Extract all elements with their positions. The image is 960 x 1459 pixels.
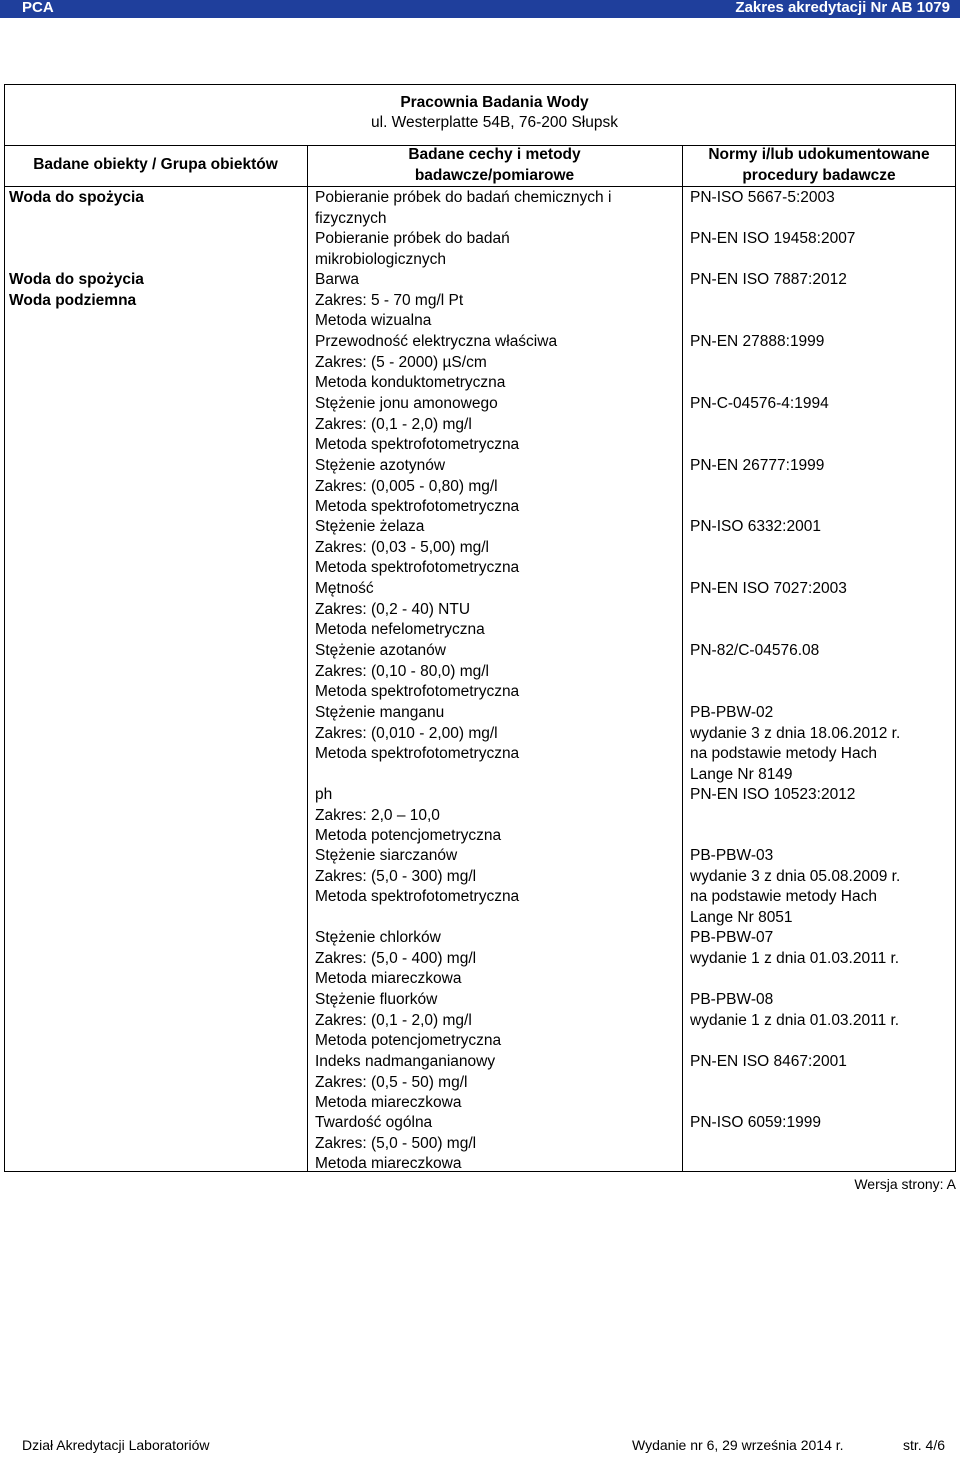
norm-line: PB-PBW-03 bbox=[690, 847, 774, 864]
column-header-norms-line2: procedury badawcze bbox=[742, 167, 896, 184]
method-line: Metoda spektrofotometryczna bbox=[315, 683, 520, 701]
header-left: PCA bbox=[22, 0, 54, 16]
header-right: Zakres akredytacji Nr AB 1079 bbox=[735, 0, 950, 16]
method-line: Zakres: (0,010 - 2,00) mg/l bbox=[315, 724, 498, 742]
method-line: Stężenie azotynów bbox=[315, 457, 446, 474]
norm-line: PN-EN ISO 7887:2012 bbox=[690, 271, 847, 288]
method-line: Metoda spektrofotometryczna bbox=[315, 745, 520, 763]
norm-line: PN-EN 26777:1999 bbox=[690, 457, 825, 474]
object-group-1: Woda do spożycia bbox=[9, 189, 144, 206]
column-header-objects: Badane obiekty / Grupa obiektów bbox=[33, 156, 278, 173]
column-header-norms-line1: Normy i/lub udokumentowane bbox=[708, 146, 930, 163]
norm-line: PN-EN ISO 7027:2003 bbox=[690, 580, 847, 597]
method-line: Zakres: (0,2 - 40) NTU bbox=[315, 600, 471, 618]
method-line: Pobieranie próbek do badań chemicznych i bbox=[315, 189, 612, 206]
method-line: Metoda nefelometryczna bbox=[315, 621, 485, 639]
method-line: Zakres: (0,005 - 0,80) mg/l bbox=[315, 477, 498, 495]
method-line: mikrobiologicznych bbox=[315, 250, 446, 268]
norm-line: na podstawie metody Hach bbox=[690, 888, 877, 906]
method-line: Metoda spektrofotometryczna bbox=[315, 888, 520, 906]
footer-left: Dział Akredytacji Laboratoriów bbox=[22, 1437, 210, 1453]
method-line: Zakres: (0,1 - 2,0) mg/l bbox=[315, 415, 472, 433]
method-line: Indeks nadmanganianowy bbox=[315, 1053, 496, 1070]
norm-line: PN-ISO 6059:1999 bbox=[690, 1114, 821, 1131]
object-group-2-line2: Woda podziemna bbox=[9, 292, 137, 309]
method-line: ph bbox=[315, 786, 333, 803]
method-line: Zakres: 2,0 – 10,0 bbox=[315, 806, 440, 824]
method-line: Metoda miareczkowa bbox=[315, 1155, 462, 1173]
norm-line: wydanie 1 z dnia 01.03.2011 r. bbox=[690, 949, 900, 967]
method-line: Metoda miareczkowa bbox=[315, 1094, 462, 1112]
norm-line: PN-EN ISO 8467:2001 bbox=[690, 1053, 847, 1070]
method-line: Metoda miareczkowa bbox=[315, 970, 462, 988]
norm-line: PB-PBW-08 bbox=[690, 991, 774, 1008]
method-line: Twardość ogólna bbox=[315, 1114, 433, 1131]
norm-line: PB-PBW-07 bbox=[690, 929, 774, 946]
column-divider-1 bbox=[307, 145, 308, 1172]
method-line: Metoda potencjometryczna bbox=[315, 827, 502, 845]
norm-line: Lange Nr 8051 bbox=[690, 908, 793, 926]
method-line: Zakres: (5,0 - 300) mg/l bbox=[315, 867, 477, 885]
footer-center: Wydanie nr 6, 29 września 2014 r. bbox=[632, 1437, 844, 1453]
method-line: Stężenie chlorków bbox=[315, 929, 441, 946]
method-line: Stężenie siarczanów bbox=[315, 847, 458, 864]
method-line: Metoda potencjometryczna bbox=[315, 1032, 502, 1050]
method-line: Zakres: 5 - 70 mg/l Pt bbox=[315, 291, 464, 309]
norm-line: wydanie 3 z dnia 05.08.2009 r. bbox=[690, 867, 901, 885]
method-line: Stężenie fluorków bbox=[315, 991, 438, 1008]
method-line: Zakres: (5 - 2000) µS/cm bbox=[315, 353, 487, 371]
method-line: Metoda spektrofotometryczna bbox=[315, 559, 520, 577]
norm-line: PN-ISO 5667-5:2003 bbox=[690, 189, 835, 206]
norm-line: wydanie 1 z dnia 01.03.2011 r. bbox=[690, 1011, 900, 1029]
method-line: Metoda konduktometryczna bbox=[315, 374, 506, 392]
method-line: Stężenie azotanów bbox=[315, 642, 446, 659]
footer-right: str. 4/6 bbox=[903, 1437, 946, 1453]
column-divider-2 bbox=[682, 145, 683, 1172]
column-header-methods-line1: Badane cechy i metody bbox=[408, 146, 581, 163]
norm-line: PN-EN 27888:1999 bbox=[690, 333, 825, 350]
method-line: Stężenie jonu amonowego bbox=[315, 395, 498, 412]
method-line: Zakres: (5,0 - 500) mg/l bbox=[315, 1134, 477, 1152]
method-line: Mętność bbox=[315, 580, 374, 597]
norm-line: Lange Nr 8149 bbox=[690, 765, 793, 783]
norm-line: na podstawie metody Hach bbox=[690, 745, 877, 763]
norm-line: wydanie 3 z dnia 18.06.2012 r. bbox=[690, 724, 901, 742]
norm-line: PN-C-04576-4:1994 bbox=[690, 395, 829, 412]
method-line: Przewodność elektryczna właściwa bbox=[315, 333, 558, 350]
method-line: Stężenie żelaza bbox=[315, 518, 425, 535]
norm-line: PN-EN ISO 10523:2012 bbox=[690, 786, 856, 803]
norm-line: PN-82/C-04576.08 bbox=[690, 642, 820, 659]
method-line: fizycznych bbox=[315, 209, 387, 227]
object-group-2-line1: Woda do spożycia bbox=[9, 271, 144, 288]
method-line: Pobieranie próbek do badań bbox=[315, 230, 510, 247]
lab-address: ul. Westerplatte 54B, 76-200 Słupsk bbox=[371, 114, 618, 131]
method-line: Zakres: (0,03 - 5,00) mg/l bbox=[315, 538, 490, 556]
norm-line: PN-EN ISO 19458:2007 bbox=[690, 230, 856, 247]
method-line: Stężenie manganu bbox=[315, 704, 445, 721]
method-line: Zakres: (0,10 - 80,0) mg/l bbox=[315, 662, 490, 680]
method-line: Metoda spektrofotometryczna bbox=[315, 436, 520, 454]
method-line: Zakres: (0,5 - 50) mg/l bbox=[315, 1073, 468, 1091]
method-line: Metoda spektrofotometryczna bbox=[315, 498, 520, 516]
method-line: Barwa bbox=[315, 271, 359, 288]
norm-line: PN-ISO 6332:2001 bbox=[690, 518, 821, 535]
method-line: Zakres: (0,1 - 2,0) mg/l bbox=[315, 1011, 472, 1029]
lab-name: Pracownia Badania Wody bbox=[400, 94, 589, 111]
method-line: Zakres: (5,0 - 400) mg/l bbox=[315, 949, 477, 967]
column-header-methods-line2: badawcze/pomiarowe bbox=[414, 167, 575, 184]
method-line: Metoda wizualna bbox=[315, 312, 432, 330]
page-header-bar bbox=[0, 0, 960, 18]
page-version: Wersja strony: A bbox=[854, 1176, 956, 1192]
norm-line: PB-PBW-02 bbox=[690, 704, 774, 721]
